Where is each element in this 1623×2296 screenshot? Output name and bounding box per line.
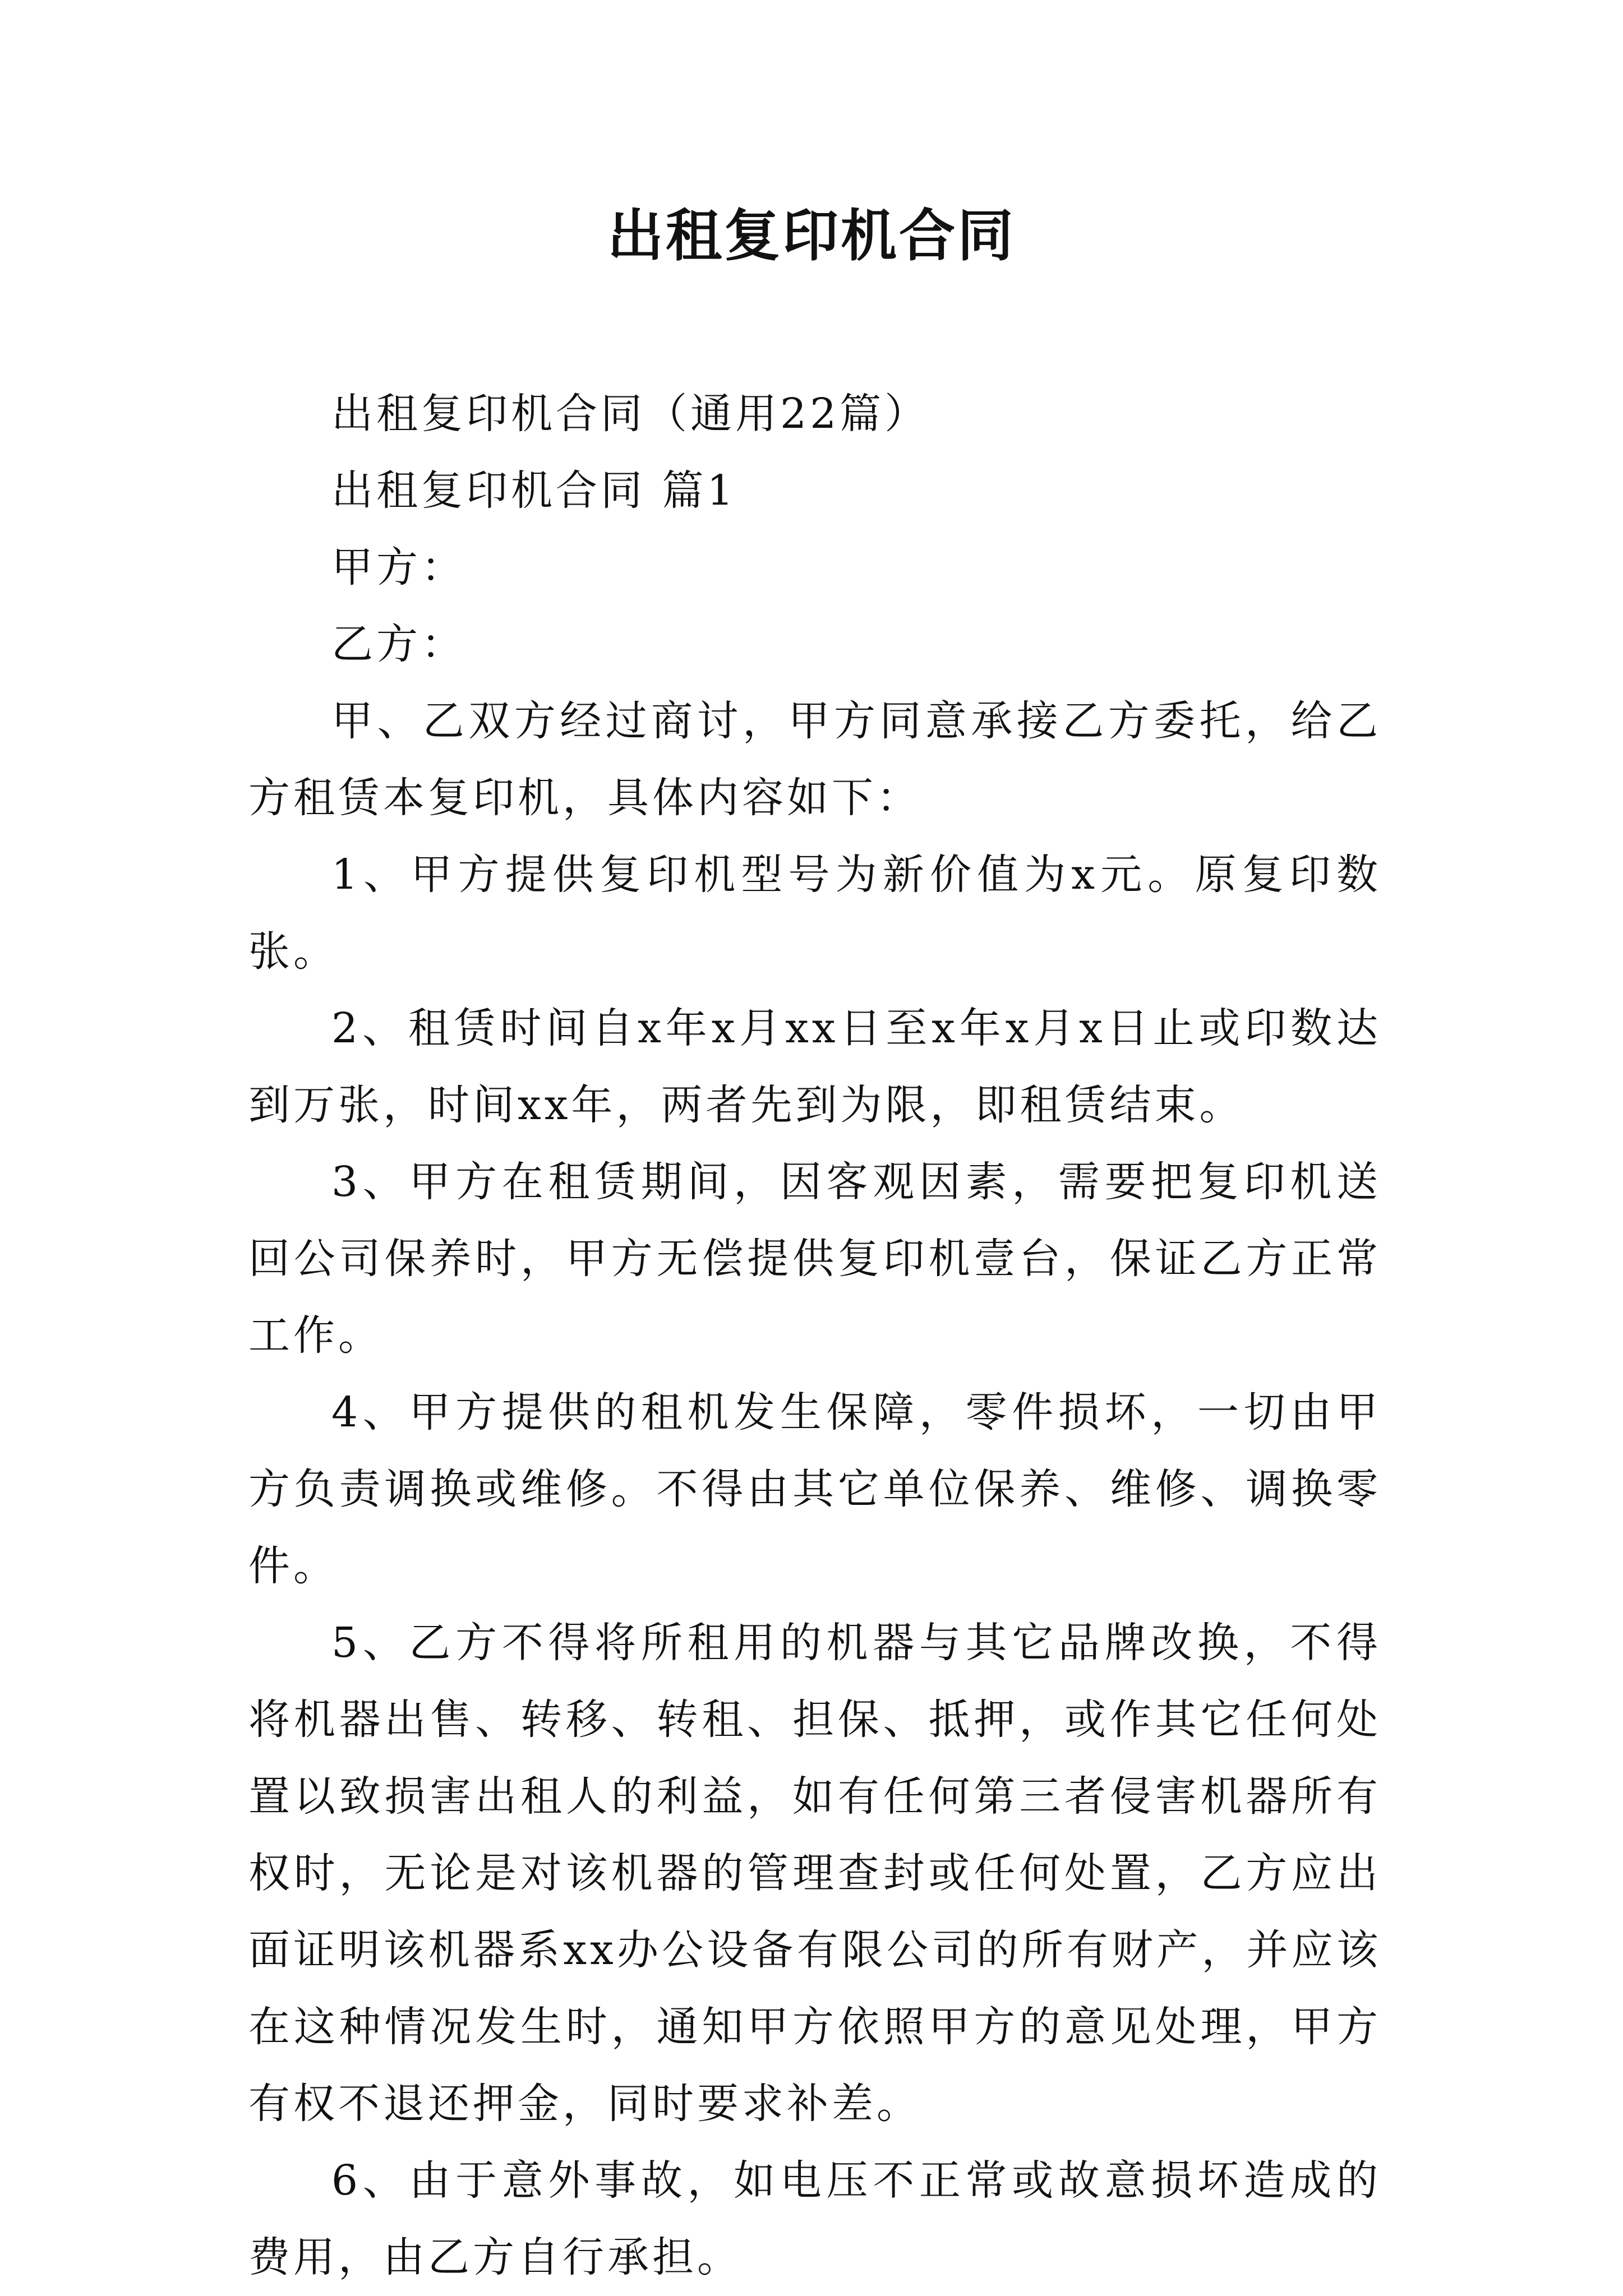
paragraph: 6、由于意外事故，如电压不正常或故意损坏造成的费用，由乙方自行承担。 [248, 2156, 1381, 2281]
document-title: 出租复印机合同 [607, 202, 1016, 269]
paragraph: 甲、乙双方经过商讨，甲方同意承接乙方委托，给乙方租赁本复印机，具体内容如下： [248, 697, 1381, 822]
paragraph: 出租复印机合同（通用22篇） [331, 390, 930, 438]
paragraph: 出租复印机合同 篇1 [331, 466, 737, 515]
paragraph: 2、租赁时间自x年x月xx日至x年x月x日止或印数达到万张，时间xx年，两者先到为限，即租赁结束。 [248, 1004, 1381, 1129]
document-body [248, 376, 1381, 2296]
paragraph: 甲方： [331, 543, 466, 592]
paragraph: 1、甲方提供复印机型号为新价值为x元。原复印数张。 [248, 851, 1381, 976]
paragraph: 3、甲方在租赁期间，因客观因素，需要把复印机送回公司保养时，甲方无偿提供复印机壹台，保证乙方正常工作。 [248, 1158, 1381, 1360]
paragraph: 4、甲方提供的租机发生保障，零件损坏，一切由甲方负责调换或维修。不得由其它单位保养、维修、调换零件。 [248, 1388, 1381, 1590]
paragraph: 乙方： [331, 620, 466, 668]
paragraph: 5、乙方不得将所租用的机器与其它品牌改换，不得将机器出售、转移、转租、担保、抵押，或作其它任何处置以致损害出租人的利益，如有任何第三者侵害机器所有权时，无论是对该机器的管理查封或任何处置，乙方应出面证明该机器系xx办公设备有限公司的所有财产，并应该在这种情况发生时，通知甲方依照甲方的意见处理，甲方有权不退还押金，同时要求补差。 [248, 1619, 1381, 2128]
